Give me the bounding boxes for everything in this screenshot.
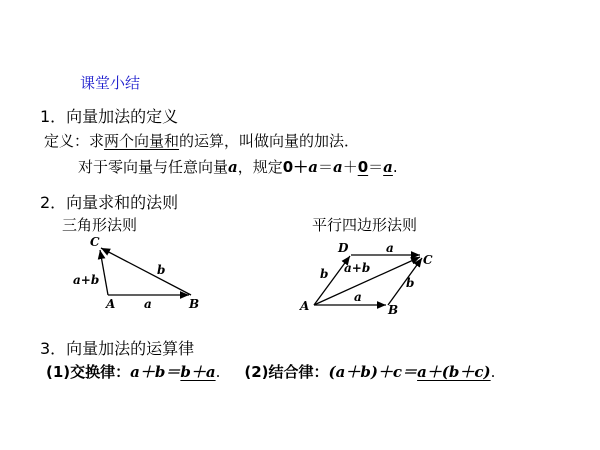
zero-formula-a2: a [332, 158, 343, 176]
commutative-law-rhs: b＋a [180, 363, 216, 381]
zero-formula-zero-blank: 0 [357, 158, 369, 176]
parallelogram-rule-diagram [296, 238, 446, 318]
commutative-law-label: (1)交换律： [46, 363, 131, 381]
para-vector-b-right [388, 258, 422, 305]
section-3-heading: 3．向量加法的运算律 [40, 339, 195, 358]
section-2-heading: 2．向量求和的法则 [40, 193, 179, 212]
definition-suffix: 的运算，叫做向量的加法． [179, 132, 360, 150]
triangle-vector-a-plus-b [100, 250, 108, 295]
para-label-a-plus-b: a+b [344, 261, 371, 275]
zero-rule-mid: ，规定 [237, 158, 283, 176]
zero-formula-eq2: ＝ [368, 158, 384, 176]
para-label-b-left: b [320, 267, 329, 281]
triangle-rule-label: 三角形法则 [62, 216, 138, 234]
zero-rule-prefix: 对于零向量与任意向量 [78, 158, 229, 176]
commutative-law-lhs: a＋b＝ [130, 363, 181, 381]
triangle-label-A: A [106, 297, 116, 311]
para-label-A: A [300, 299, 310, 313]
zero-vector-rule [78, 156, 398, 177]
para-label-b-right: b [406, 276, 415, 290]
para-label-a-bottom: a [354, 290, 362, 304]
triangle-label-C: C [90, 235, 100, 249]
associative-law-label: (2)结合律： [244, 363, 329, 381]
slide-title: 课堂小结 [80, 74, 141, 92]
triangle-rule-diagram [60, 232, 220, 318]
zero-formula-eq: ＝ [317, 158, 333, 176]
definition-blank-answer: 两个向量和 [104, 132, 180, 150]
para-label-D: D [338, 241, 349, 255]
associative-law-lhs: (a＋b)＋c＝ [328, 363, 418, 381]
parallelogram-rule-label: 平行四边形法则 [312, 216, 418, 234]
triangle-label-b: b [157, 263, 166, 277]
operation-laws-line [46, 361, 495, 382]
triangle-vector-b [101, 248, 191, 295]
definition-line [44, 130, 359, 151]
para-label-a-top: a [386, 241, 394, 255]
triangle-label-a-plus-b: a+b [73, 273, 100, 287]
associative-law-end: . [490, 363, 496, 381]
commutative-law-end: . [215, 363, 221, 381]
zero-formula-zero: 0＋ [282, 158, 309, 176]
associative-law-rhs: a＋(b＋c) [417, 363, 491, 381]
section-1-heading: 1．向量加法的定义 [40, 107, 179, 126]
definition-prefix: 定义：求 [44, 132, 105, 150]
para-label-C: C [423, 253, 433, 267]
zero-formula-a-blank: a [383, 158, 393, 176]
zero-formula-a: a [308, 158, 318, 176]
para-label-B: B [388, 303, 399, 317]
zero-rule-vector-a: a [228, 158, 238, 176]
triangle-label-B: B [189, 297, 200, 311]
zero-formula-end: . [392, 158, 398, 176]
zero-formula-plus: ＋ [342, 158, 358, 176]
triangle-label-a: a [144, 297, 152, 311]
